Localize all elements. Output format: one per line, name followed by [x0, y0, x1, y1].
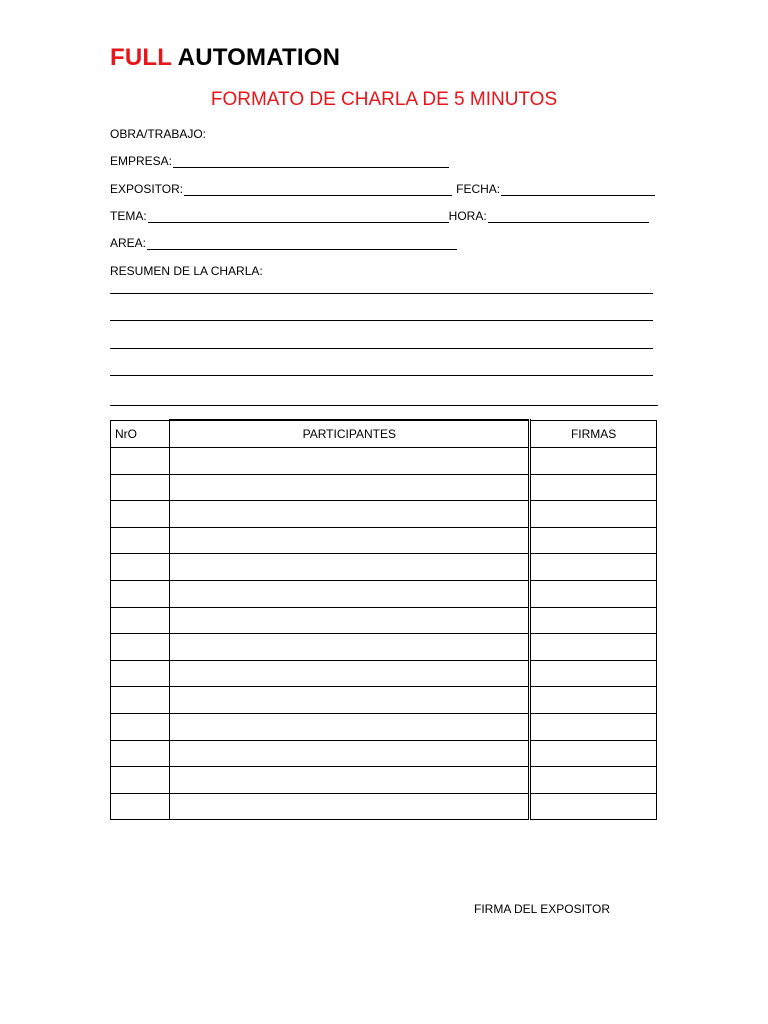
table-row — [111, 554, 657, 581]
cell-firma[interactable] — [530, 448, 657, 475]
participants-table — [110, 419, 657, 820]
cell-nro[interactable] — [111, 740, 170, 767]
cell-firma[interactable] — [530, 474, 657, 501]
cell-participante[interactable] — [170, 448, 530, 475]
table-row — [111, 687, 657, 714]
field-empresa-blank[interactable] — [173, 155, 449, 168]
field-area-blank[interactable] — [147, 237, 457, 250]
header-nro: NrO — [111, 420, 170, 448]
table-row — [111, 740, 657, 767]
table-row — [111, 793, 657, 820]
cell-firma[interactable] — [530, 501, 657, 528]
cell-nro[interactable] — [111, 767, 170, 794]
table-row — [111, 474, 657, 501]
field-empresa[interactable] — [110, 152, 449, 168]
cell-participante[interactable] — [170, 474, 530, 501]
section-divider — [110, 405, 658, 406]
cell-firma[interactable] — [530, 554, 657, 581]
table-row — [111, 527, 657, 554]
cell-firma[interactable] — [530, 687, 657, 714]
field-empresa-label: EMPRESA: — [110, 154, 173, 168]
cell-participante[interactable] — [170, 740, 530, 767]
field-resumen — [110, 262, 263, 278]
cell-participante[interactable] — [170, 793, 530, 820]
field-tema-blank[interactable] — [148, 210, 449, 223]
summary-line[interactable] — [110, 348, 653, 349]
cell-firma[interactable] — [530, 793, 657, 820]
signature-label: FIRMA DEL EXPOSITOR — [474, 902, 611, 916]
cell-participante[interactable] — [170, 660, 530, 687]
field-fecha-blank[interactable] — [501, 183, 655, 196]
table-row — [111, 767, 657, 794]
field-expositor-label: EXPOSITOR: — [110, 182, 184, 196]
cell-participante[interactable] — [170, 607, 530, 634]
summary-line[interactable] — [110, 320, 653, 321]
brand-accent-text: FULL — [110, 44, 172, 71]
cell-firma[interactable] — [530, 580, 657, 607]
cell-nro[interactable] — [111, 793, 170, 820]
cell-nro[interactable] — [111, 527, 170, 554]
cell-participante[interactable] — [170, 554, 530, 581]
document-title: FORMATO DE CHARLA DE 5 MINUTOS — [210, 89, 558, 110]
field-tema-hora[interactable] — [110, 207, 649, 223]
field-tema-label: TEMA: — [110, 209, 147, 223]
field-area[interactable] — [110, 234, 457, 250]
table-row — [111, 501, 657, 528]
brand-name-text: AUTOMATION — [177, 44, 341, 71]
table-row — [111, 580, 657, 607]
header-participantes: PARTICIPANTES — [170, 420, 530, 448]
cell-nro[interactable] — [111, 474, 170, 501]
table-row — [111, 660, 657, 687]
table-row — [111, 448, 657, 475]
cell-participante[interactable] — [170, 527, 530, 554]
field-hora-blank[interactable] — [488, 210, 649, 223]
brand-logo — [110, 44, 340, 72]
cell-firma[interactable] — [530, 660, 657, 687]
cell-firma[interactable] — [530, 527, 657, 554]
summary-line[interactable] — [110, 293, 653, 294]
cell-nro[interactable] — [111, 687, 170, 714]
table-header-row — [111, 420, 657, 448]
field-obra-label: OBRA/TRABAJO: — [110, 127, 207, 141]
cell-nro[interactable] — [111, 501, 170, 528]
cell-participante[interactable] — [170, 687, 530, 714]
summary-line[interactable] — [110, 375, 653, 376]
field-hora-label: HORA: — [448, 209, 487, 223]
field-expositor-blank[interactable] — [184, 183, 452, 196]
cell-nro[interactable] — [111, 713, 170, 740]
cell-nro[interactable] — [111, 448, 170, 475]
cell-nro[interactable] — [111, 580, 170, 607]
table-row — [111, 634, 657, 661]
cell-firma[interactable] — [530, 740, 657, 767]
cell-nro[interactable] — [111, 660, 170, 687]
cell-participante[interactable] — [170, 580, 530, 607]
table-body — [111, 448, 657, 820]
cell-participante[interactable] — [170, 767, 530, 794]
header-firmas: FIRMAS — [530, 420, 657, 448]
field-area-label: AREA: — [110, 236, 147, 250]
cell-firma[interactable] — [530, 634, 657, 661]
table-row — [111, 713, 657, 740]
cell-nro[interactable] — [111, 634, 170, 661]
cell-nro[interactable] — [111, 554, 170, 581]
cell-firma[interactable] — [530, 713, 657, 740]
cell-participante[interactable] — [170, 634, 530, 661]
cell-firma[interactable] — [530, 607, 657, 634]
field-expositor-fecha[interactable] — [110, 180, 655, 196]
field-fecha-label: FECHA: — [456, 182, 501, 196]
cell-participante[interactable] — [170, 713, 530, 740]
cell-participante[interactable] — [170, 501, 530, 528]
field-obra — [110, 125, 206, 141]
field-resumen-label: RESUMEN DE LA CHARLA: — [110, 264, 263, 278]
table-row — [111, 607, 657, 634]
cell-firma[interactable] — [530, 767, 657, 794]
cell-nro[interactable] — [111, 607, 170, 634]
